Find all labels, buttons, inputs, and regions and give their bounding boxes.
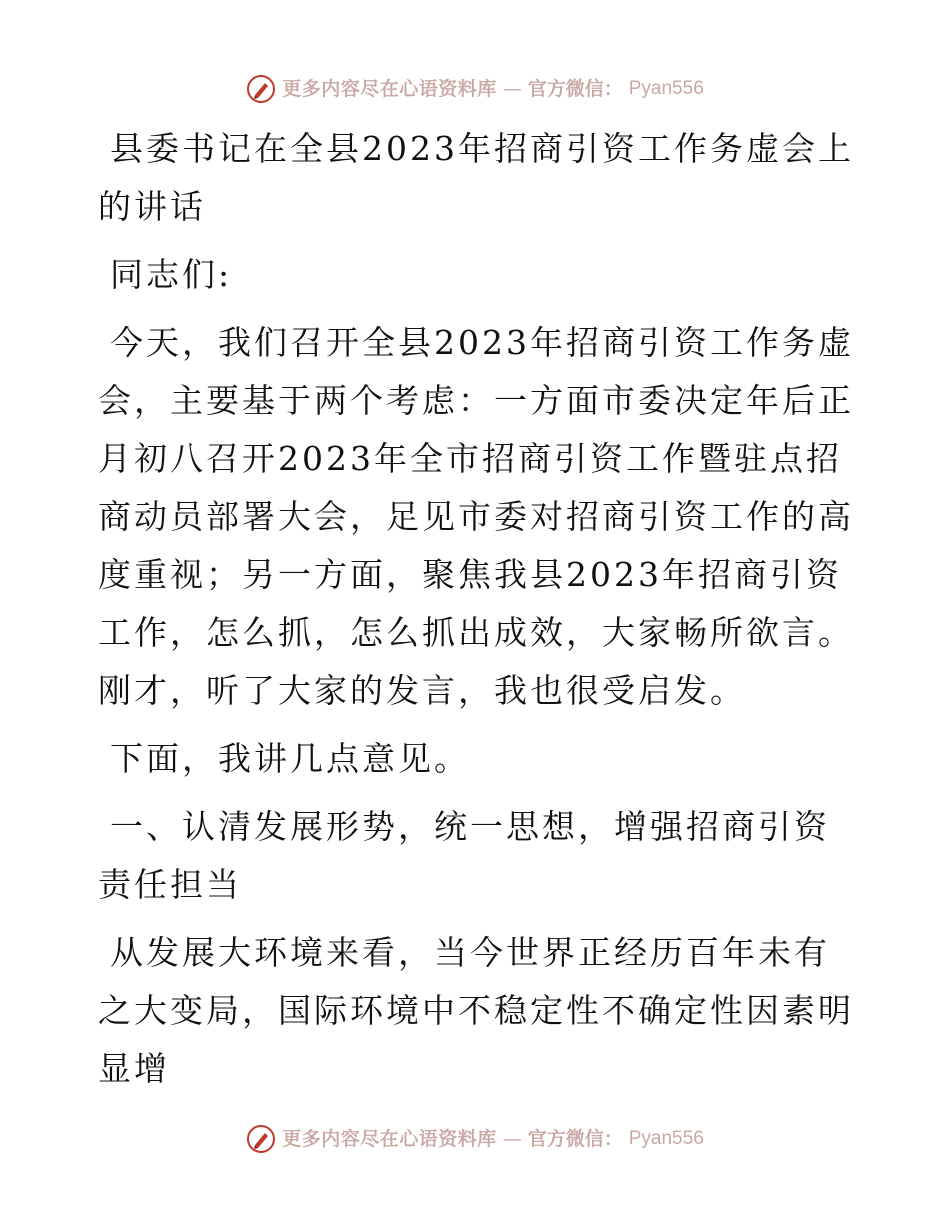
paragraph-transition: 下面，我讲几点意见。: [110, 739, 470, 778]
watermark-wechat-id: Pyan556: [628, 78, 704, 99]
paragraph-section-1: 从发展大环境来看，当今世界正经历百年未有之大变局，国际环境中不稳定性不确定性因素明显增: [98, 933, 854, 1088]
footer-watermark: [0, 1124, 950, 1154]
watermark-text: 更多内容尽在心语资料库: [282, 1128, 497, 1150]
document-title: 县委书记在全县2023年招商引资工作务虚会上的讲话: [98, 129, 854, 226]
watermark-label: 官方微信：: [527, 78, 623, 100]
pen-logo-icon: [246, 74, 276, 104]
document-body: [98, 120, 858, 1108]
watermark-label: 官方微信：: [527, 1128, 623, 1150]
pen-logo-icon: [246, 1124, 276, 1154]
watermark-text: 更多内容尽在心语资料库: [282, 78, 497, 100]
watermark-dash: —: [502, 1128, 522, 1150]
paragraph-intro: 今天，我们召开全县2023年招商引资工作务虚会，主要基于两个考虑：一方面市委决定年后正月初八召开2023年全市招商引资工作暨驻点招商动员部署大会，足见市委对招商引资工作的高度重视；另一方面，聚焦我县2023年招商引资工作，怎么抓，怎么抓出成效，大家畅所欲言。刚才，听了大家的发言，我也很受启发。: [98, 323, 854, 710]
watermark-dash: —: [502, 78, 522, 100]
header-watermark: [0, 74, 950, 104]
section-heading-1: 一、认清发展形势，统一思想，增强招商引资责任担当: [98, 807, 830, 904]
watermark-wechat-id: Pyan556: [628, 1128, 704, 1149]
paragraph-salutation: 同志们:: [110, 255, 233, 294]
